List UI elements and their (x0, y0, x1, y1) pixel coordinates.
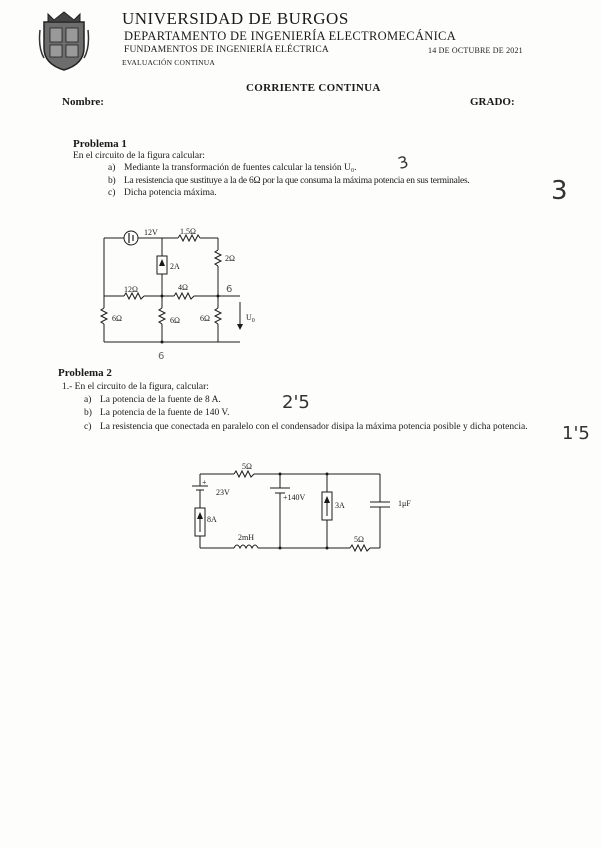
item-letter: b) (108, 176, 116, 186)
label-1-5ohm: 1.5Ω (180, 227, 196, 236)
evaluation-type: EVALUACIÓN CONTINUA (122, 58, 216, 67)
label-5ohm-bottom: 5Ω (354, 535, 364, 544)
item-text: La resistencia que conectada en paralelo con el condensador disipa la máxima potencia posible y dicha potencia. (100, 422, 528, 432)
label-8a: 8A (207, 515, 217, 524)
label-6ohm-left: 6Ω (112, 314, 122, 323)
label-1uf: 1μF (398, 499, 411, 508)
handwritten-mark-c: 1'5 (562, 423, 590, 444)
item-letter: a) (84, 395, 92, 405)
label-12ohm: 12Ω (124, 285, 138, 294)
problem-1-item-a (108, 163, 357, 173)
label-2ohm: 2Ω (225, 254, 235, 263)
item-letter: a) (108, 163, 116, 173)
label-140v: +140V (283, 493, 306, 502)
label-12v: 12V (144, 228, 158, 237)
handwritten-mark-a: 3 (395, 152, 411, 173)
handwritten-mark-b2: 6 (158, 351, 165, 362)
label-4ohm: 4Ω (178, 283, 188, 292)
item-text: Mediante la transformación de fuentes calcular la tensión U₀. (124, 163, 357, 173)
exam-subject: CORRIENTE CONTINUA (246, 82, 381, 94)
label-6ohm-right: 6Ω (200, 314, 210, 323)
handwritten-mark-p2: 2'5 (282, 392, 310, 413)
label-3a: 3A (335, 501, 345, 510)
circuit-1-diagram (100, 226, 280, 348)
item-letter: c) (108, 188, 116, 198)
name-label: Nombre: (62, 96, 104, 108)
department-name: DEPARTAMENTO DE INGENIERÍA ELECTROMECÁNICA (124, 29, 457, 43)
label-2mh: 2mH (238, 533, 254, 542)
label-23v: 23V (216, 488, 230, 497)
item-letter: c) (84, 422, 92, 432)
problem-2-title: Problema 2 (58, 367, 112, 379)
course-name: FUNDAMENTOS DE INGENIERÍA ELÉCTRICA (124, 45, 329, 55)
item-text: Dicha potencia máxima. (124, 188, 217, 198)
item-text: La resistencia que sustituye a la de 6Ω por la que consuma la máxima potencia en sus terminales. (124, 176, 470, 186)
label-6ohm-mid: 6Ω (170, 316, 180, 325)
problem-2-item-b (84, 408, 229, 418)
circuit-2-diagram (184, 462, 424, 554)
label-plus: + (202, 478, 207, 487)
problem-1-item-c (108, 188, 217, 198)
problem-1-title: Problema 1 (73, 138, 127, 150)
problem-2-item-c (84, 421, 560, 433)
label-2a: 2A (170, 262, 180, 271)
problem-2-item-a (84, 395, 221, 405)
grade-label: GRADO: (470, 96, 515, 108)
exam-date: 14 DE OCTUBRE DE 2021 (428, 46, 523, 55)
label-u0: $U_0$ (246, 313, 255, 324)
label-5ohm-top: 5Ω (242, 462, 252, 471)
university-name: UNIVERSIDAD DE BURGOS (122, 9, 349, 28)
item-letter: b) (84, 408, 92, 418)
problem-1-intro: En el circuito de la figura calcular: (73, 151, 205, 161)
item-text: La potencia de la fuente de 8 A. (100, 395, 221, 405)
handwritten-mark-b: 6 (226, 284, 233, 295)
problem-2-intro: 1.- En el circuito de la figura, calcular: (62, 382, 209, 392)
problem-1-item-b (108, 176, 470, 186)
university-crest-icon (38, 8, 90, 72)
item-text: La potencia de la fuente de 140 V. (100, 408, 230, 418)
handwritten-score-p1: 3 (551, 176, 568, 206)
